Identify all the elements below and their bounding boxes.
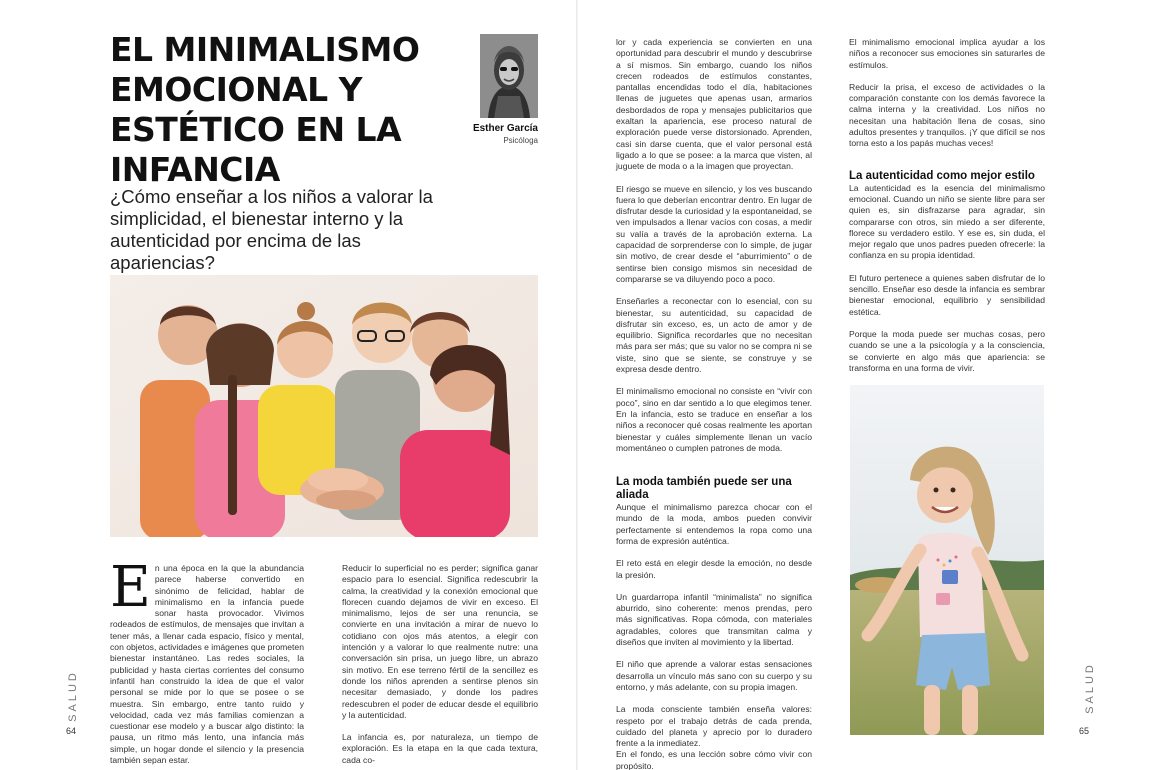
paragraph: El reto está en elegir desde la emoción, no desde la presión. bbox=[616, 558, 812, 580]
column-2 bbox=[342, 563, 538, 770]
intro-paragraph: n una época en la que la abundancia parece haberse convertido en sinónimo de felicidad, hablar de minimalismo en la infancia puede sonar hasta provocador. Vivimos rodeados de estímulos, de mensajes que invitan a tener más, a llenar cada espacio, físico y mental, con objetos, actividades e imágenes que prometen bienestar instantáneo. Las redes sociales, la publicidad y hasta ciertas corrientes del consumo infantil han construido la idea de que el valor personal se mide por lo que se posee o se muestra. Sin embargo, entre tanto ruido y velocidad, cada vez más familias comienzan a cuestionar ese modelo y a buscar algo distinto: la pausa, un ritmo más lento, una infancia más simple, un hogar donde el silencio y la presencia también sepan estar. bbox=[110, 563, 304, 766]
column-3 bbox=[616, 37, 812, 770]
author-role: Psicóloga bbox=[503, 136, 538, 145]
page-number-left: 64 bbox=[66, 726, 77, 736]
section-label-right: SALUD bbox=[1083, 662, 1096, 714]
paragraph: Un guardarropa infantil “minimalista” no significa aburrido, sino coherente: menos prendas, pero más significativas. Ropa cómoda, con materiales agradables, colores que transmitan calma y diseños que inviten al movimiento y la libertad. bbox=[616, 591, 812, 648]
section-heading-autenticidad: La autenticidad como mejor estilo bbox=[849, 169, 1035, 182]
section-label-left: SALUD bbox=[66, 670, 79, 722]
author-portrait-image bbox=[480, 34, 538, 118]
author-photo bbox=[480, 34, 538, 118]
paragraph: Porque la moda puede ser muchas cosas, pero cuando se une a la psicología y a la consciencia, se convierte en algo más que apariencia: se transforma en una forma de vivir. bbox=[849, 328, 1045, 373]
paragraph: El minimalismo emocional no consiste en “vivir con poco”, sino en dar sentido a lo que elegimos tener. En la infancia, esto se traduce en enseñar a los niños a reconocer qué cosas realmente les aportan bienestar y cuáles simplemente llenan un vacío momentáneo o cumplen patrones de moda. bbox=[616, 386, 812, 453]
paragraph: El futuro pertenece a quienes saben disfrutar de lo sencillo. Enseñar eso desde la infancia es sembrar bienestar emocional, equilibrio y sensibilidad estética. bbox=[849, 272, 1045, 317]
section-heading-moda: La moda también puede ser una aliada bbox=[616, 476, 792, 502]
paragraph: En el fondo, es una lección sobre cómo vivir con propósito. bbox=[616, 749, 812, 770]
children-group-image bbox=[110, 275, 538, 537]
article-title: EL MINIMALISMO EMOCIONAL Y ESTÉTICO EN LA INFANCIA bbox=[110, 30, 420, 189]
paragraph: Reducir la prisa, el exceso de actividades o la comparación constante con los demás favorece la calma interna y la creatividad. Los niños no necesitan una habitación llena de cosas, sino adultos presentes y tranquilos. ¡Y que difícil se nos torna esto a los papás muchas veces! bbox=[849, 81, 1045, 149]
paragraph: El niño que aprende a valorar estas sensaciones desarrolla un vínculo más sano con su cuerpo y su entorno, y más adelante, con su propia imagen. bbox=[616, 659, 812, 692]
running-girl-image bbox=[850, 385, 1044, 735]
paragraph: El minimalismo emocional implica ayudar a los niños a reconocer sus emociones sin saturarles de estímulos. bbox=[849, 37, 1045, 70]
children-group-photo bbox=[110, 275, 538, 537]
paragraph: El riesgo se mueve en silencio, y los ves buscando fuera lo que deberían encontrar dentro. En lugar de disfrutar desde la curiosidad y la espontaneidad, se ven impulsados a llenar vacíos con cosas, a medir su valía a través de la aprobación externa. La capacidad de sorprenderse con lo simple, de jugar sin motivo, de crear desde el “aburrimiento” o de sentirse bien consigo mismos sin necesidad de compararse se va diluyendo poco a poco. bbox=[616, 183, 812, 284]
paragraph: Reducir lo superficial no es perder; significa ganar espacio para lo esencial. Significa redescubrir la calma, la creatividad y la conexión emocional que florecen cuando dejamos de vivir en exceso. El minimalismo, lejos de ser una renuncia, se convierte en una invitación a mirar de nuevo lo cotidiano con ojos más atentos, a elegir con intención y a valorar lo que realmente nutre: una conversación sin prisa, un juego libre, un abrazo sin motivo. En ese terreno fértil de la sencillez es donde los niños aprenden a sentirse plenos sin necesitar demasiado, y donde los padres redescubren el poder de educar desde el equilibrio y la autenticidad. bbox=[342, 563, 538, 720]
page-number-right: 65 bbox=[1079, 726, 1090, 736]
paragraph: lor y cada experiencia se convierten en una oportunidad para descubrir el mundo y descubrirse a sí mismos. Sin embargo, cuando los niños crecen rodeados de estímulos constantes, pantallas encendidas todo el día, habitaciones llenas de juguetes que apenas usan, armarios desbordados de ropa y mensajes publicitarios que exaltan la apariencia, ese proceso natural de exploración puede verse distorsionado. Aprenden, casi sin darse cuenta, que el valor personal está ligado a lo que se posee: a la marca que visten, al juguete de moda o a la imagen que proyectan. bbox=[616, 37, 812, 172]
running-girl-photo bbox=[850, 385, 1044, 735]
article-subtitle: ¿Cómo enseñar a los niños a valorar la simplicidad, el bienestar interno y la autenticidad por encima de las apariencias? bbox=[110, 186, 433, 273]
paragraph: La autenticidad es la esencia del minimalismo emocional. Cuando un niño se siente libre para ser quien es, sin disfrazarse para agradar, sin compararse con otros, sin miedo a ser diferente, florece su verdadero estilo. Y ese es, sin duda, el mejor regalo que unos padres pueden ofrecerle: la confianza en su propia identidad. bbox=[849, 182, 1045, 261]
paragraph: La moda consciente también enseña valores: respeto por el trabajo detrás de cada prenda, cuidado del planeta y aprecio por lo duradero frente a la inmediatez. bbox=[616, 704, 812, 749]
dropcap-letter: E bbox=[110, 555, 151, 620]
paragraph: Aunque el minimalismo parezca chocar con el mundo de la moda, ambos pueden convivir perfectamente si entendemos la ropa como una forma de expresión auténtica. bbox=[616, 502, 812, 546]
paragraph: Enseñarles a reconectar con lo esencial, con su bienestar, su autenticidad, su capacidad de disfrutar sin exceso, es, un acto de amor y de equilibrio. Significa recordarles que no necesitan más para ser más; que su valor no se compra ni se viste, sino que se siente, se construye y se expresa desde dentro. bbox=[616, 296, 812, 375]
column-4 bbox=[849, 37, 1045, 385]
paragraph: La infancia es, por naturaleza, un tiempo de exploración. Es la etapa en la que cada textura, cada co- bbox=[342, 732, 538, 765]
column-1 bbox=[110, 555, 304, 770]
author-name: Esther García bbox=[472, 123, 538, 134]
page-gutter bbox=[576, 0, 578, 770]
